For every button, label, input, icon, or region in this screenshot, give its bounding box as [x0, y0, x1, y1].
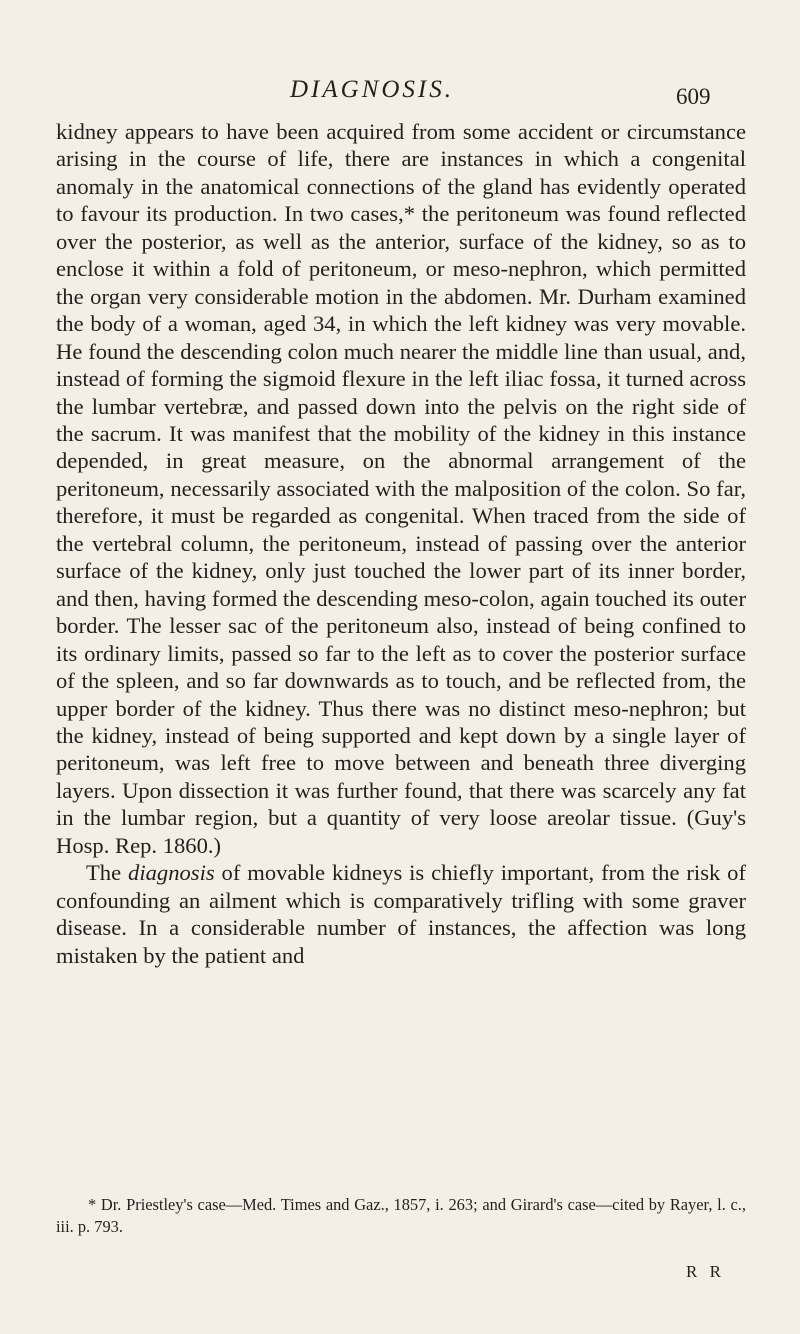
page-number: 609 [676, 84, 711, 109]
paragraph-movable-kidney-anatomy: kidney appears to have been acquired from some accident or circumstance arising in the course of life, there are instances in which a congenital anomaly in the anatomical connections of the gland has evidently operated to favour its production. In two cases,* the peritoneum was found reflected over the posterior, as well as the anterior, surface of the kidney, so as to enclose it within a fold of peritoneum, or meso-nephron, which permitted the organ very considerable motion in the abdomen. Mr. Durham examined the body of a woman, aged 34, in which the left kidney was very movable. He found the descending colon much nearer the middle line than usual, and, instead of forming the sigmoid flexure in the left iliac fossa, it turned across the lumbar vertebræ, and passed down into the pelvis on the right side of the sacrum. It was manifest that the mobility of the kidney in this instance depended, in great measure, on the abnormal arrangement of the peritoneum, necessarily associated with the malposition of the colon. So far, therefore, it must be regarded as congenital. When traced from the side of the vertebral column, the peritoneum, instead of passing over the anterior surface of the kidney, only just touched the lower part of its inner border, and then, having formed the descending meso-colon, again touched its outer border. The lesser sac of the peritoneum also, instead of being confined to its ordinary limits, passed so far to the left as to cover the posterior surface of the spleen, and so far downwards as to touch, and be reflected from, the upper border of the kidney. Thus there was no distinct meso-nephron; but the kidney, instead of being supported and kept down by a single layer of peritoneum, was left free to move between and beneath three diverging layers. Upon dissection it was further found, that there was scarcely any fat in the lumbar region, but a quantity of very loose areolar tissue. (Guy's Hosp. Rep. 1860.) [56, 119, 746, 858]
paragraph-diagnosis-rest: of movable kidneys is chiefly important, from the risk of confounding an ailment which is comparatively trifling with some graver disease. In a considerable number of instances, the affection was long mistaken by the patient and [56, 860, 747, 968]
paragraph-diagnosis-lead: The [86, 860, 129, 886]
body-text [56, 118, 746, 969]
footnote-text: * Dr. Priestley's case—Med. Times and Gaz., 1857, i. 263; and Girard's case—cited by Rayer, l. c., iii. p. 793. [56, 1195, 746, 1236]
running-head [0, 70, 800, 110]
signature-mark: R R [686, 1262, 725, 1281]
running-title: DIAGNOSIS. [290, 76, 455, 103]
paragraph-diagnosis [56, 859, 746, 969]
diagnosis-emphasis: diagnosis [128, 860, 215, 886]
footnote [56, 1194, 746, 1238]
